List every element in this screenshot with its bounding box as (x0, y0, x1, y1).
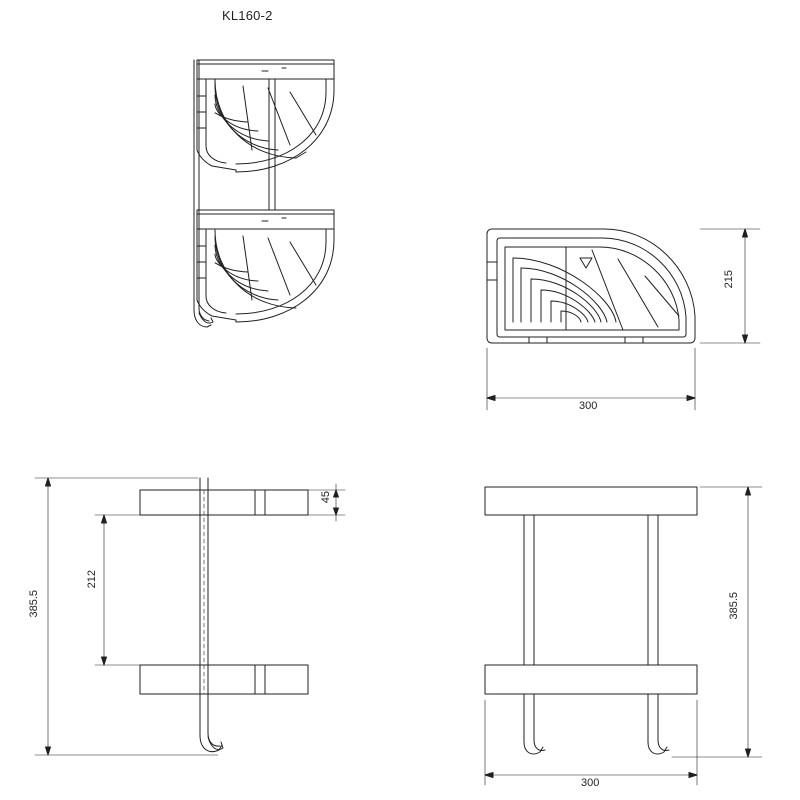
dimension-label-385-5-front: 385.5 (728, 592, 740, 620)
dimension-212 (95, 515, 198, 665)
dimension-label-215: 215 (723, 270, 735, 289)
dimension-300-front-view (485, 700, 697, 785)
dimension-label-212: 212 (86, 570, 98, 589)
dimension-label-300-top: 300 (579, 400, 598, 412)
drawing-title: KL160-2 (222, 8, 273, 23)
dimension-385-5-side (35, 478, 218, 755)
isometric-two-tier-view (194, 60, 334, 327)
dimension-label-385-5-side: 385.5 (28, 590, 40, 618)
front-elevation-view (485, 487, 762, 785)
dimension-385-5-front (672, 487, 762, 757)
side-elevation-view (35, 478, 345, 755)
dimension-label-45: 45 (320, 491, 332, 504)
upper-basket (197, 60, 334, 172)
top-plan-view (487, 229, 760, 410)
lower-basket (197, 210, 334, 322)
dimension-label-300-front: 300 (581, 777, 600, 789)
